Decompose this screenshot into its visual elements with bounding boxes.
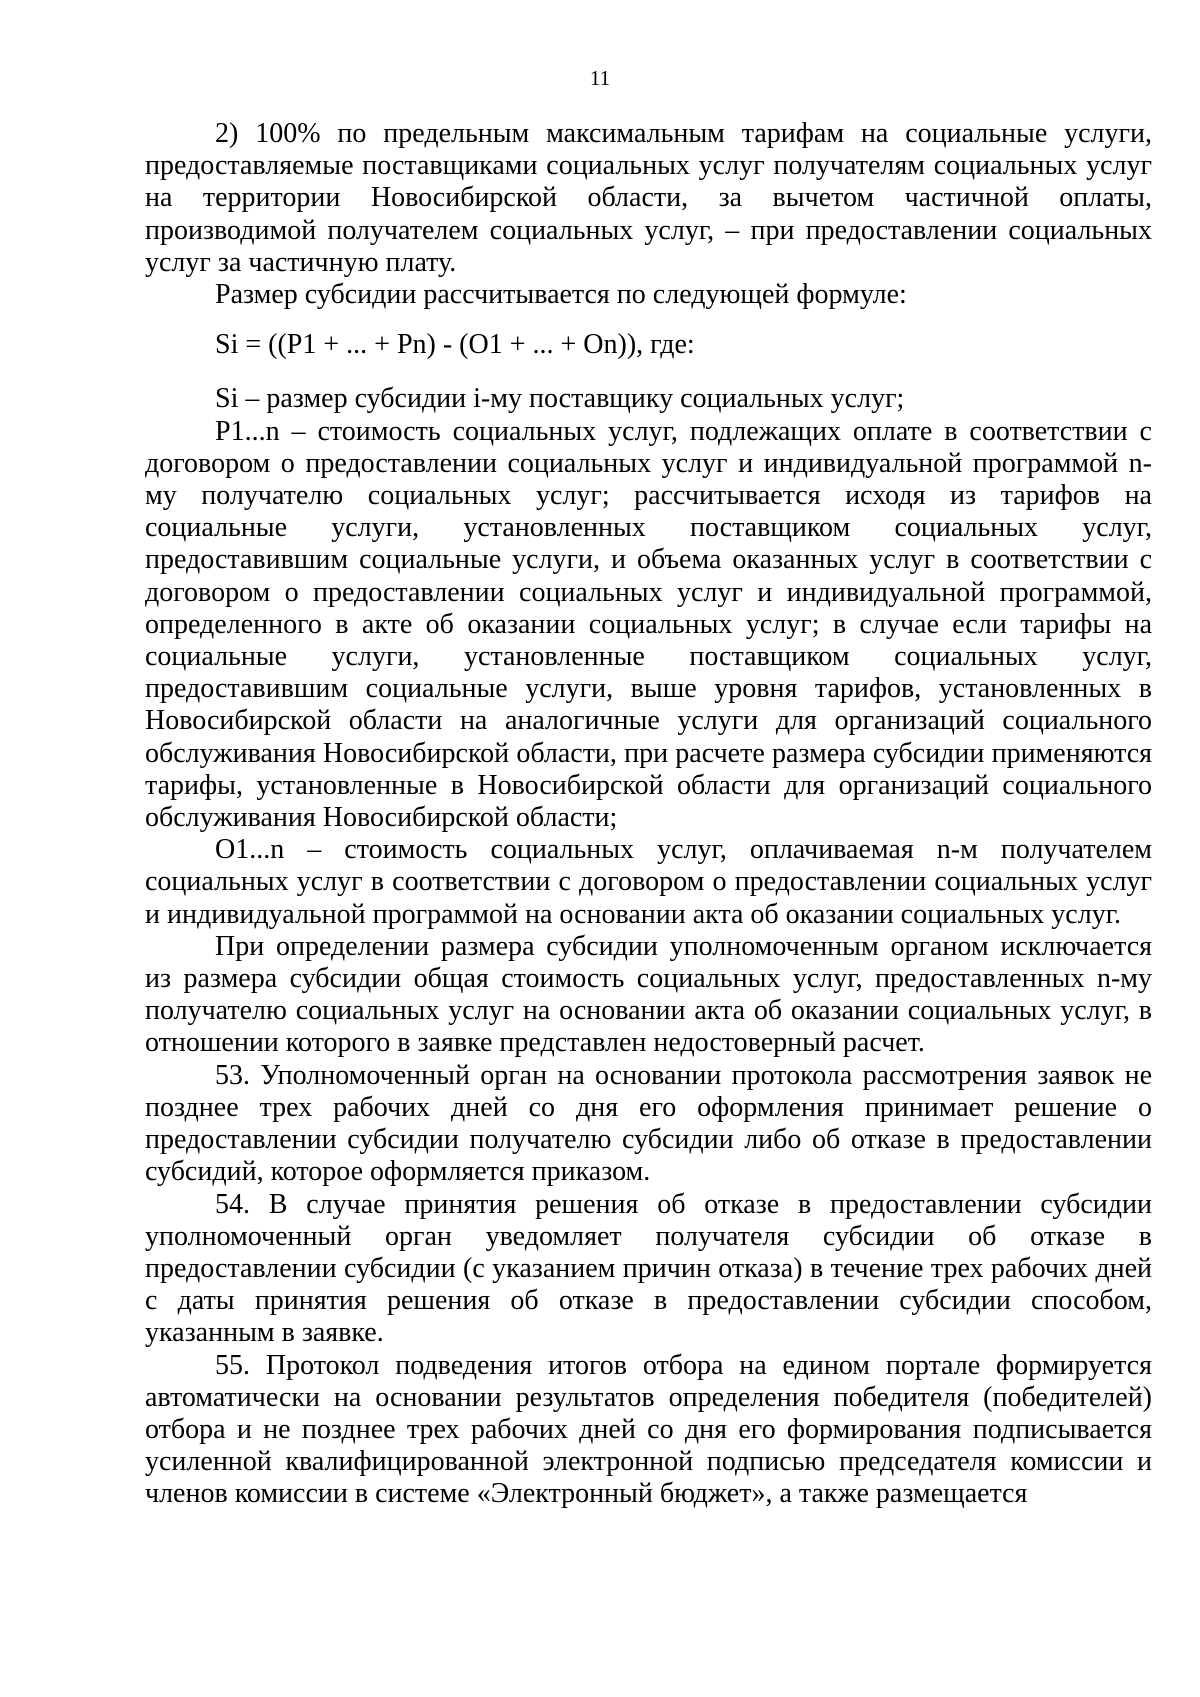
paragraph-formula-intro: Размер субсидии рассчитывается по следующей формуле: (215, 279, 907, 311)
document-body (145, 118, 1152, 1511)
paragraph-clause-53: 53. Уполномоченный орган на основании протокола рассмотрения заявок не позднее трех рабочих дней со дня его оформления принимает решение о предоставлении субсидии получателю субсидии либо об отказе в предоставлении субсидий, которое оформляется приказом. (145, 1059, 1152, 1188)
paragraph-si-definition: Si – размер субсидии i-му поставщику социальных услуг; (215, 383, 905, 415)
paragraph-tariffs-item-2: 2) 100% по предельным максимальным тарифам на социальные услуги, предоставляемые поставщиками социальных услуг получателям социальных услуг на территории Новосибирской области, за вычетом частичной оплаты, производимой получателем социальных услуг, – при предоставлении социальных услуг за частичную плату. (145, 118, 1152, 278)
paragraph-o-definition: O1...n – стоимость социальных услуг, оплачиваемая n-м получателем социальных услуг в соответствии с договором о предоставлении социальных услуг и индивидуальной программой на основании акта об оказании социальных услуг. (145, 834, 1152, 930)
paragraph-p-definition: P1...n – стоимость социальных услуг, подлежащих оплате в соответствии с договором о предоставлении социальных услуг и индивидуальной программой n-му получателю социальных услуг; рассчитывается исходя из тарифов на социальные услуги, установленных поставщиком социальных услуг, предоставившим социальные услуги, и объема оказанных услуг в соответствии с договором о предоставлении социальных услуг и индивидуальной программой, определенного в акте об оказании социальных услуг; в случае если тарифы на социальные услуги, установленные поставщиком социальных услуг, предоставившим социальные услуги, выше уровня тарифов, установленных в Новосибирской области на аналогичные услуги для организаций социального обслуживания Новосибирской области, при расчете размера субсидии применяются тарифы, установленные в Новосибирской области для организаций социального обслуживания Новосибирской области; (145, 415, 1152, 834)
subsidy-formula: Si = ((P1 + ... + Pn) - (O1 + ... + On)), где: (215, 329, 695, 361)
paragraph-clause-54: 54. В случае принятия решения об отказе в предоставлении субсидии уполномоченный орган уведомляет получателя субсидии об отказе в предоставлении субсидии (с указанием причин отказа) в течение трех рабочих дней с даты принятия решения об отказе в предоставлении субсидии способом, указанным в заявке. (145, 1188, 1152, 1349)
paragraph-clause-55: 55. Протокол подведения итогов отбора на едином портале формируется автоматически на основании результатов определения победителя (победителей) отбора и не позднее трех рабочих дней со дня его формирования подписывается усиленной квалифицированной электронной подписью председателя комиссии и членов комиссии в системе «Электронный бюджет», а также размещается (145, 1349, 1152, 1510)
paragraph-exclusion-rule: При определении размера субсидии уполномоченным органом исключается из размера субсидии общая стоимость социальных услуг, предоставленных n-му получателю социальных услуг на основании акта об оказании социальных услуг, в отношении которого в заявке представлен недостоверный расчет. (145, 930, 1152, 1059)
page-number: 11 (589, 66, 611, 90)
